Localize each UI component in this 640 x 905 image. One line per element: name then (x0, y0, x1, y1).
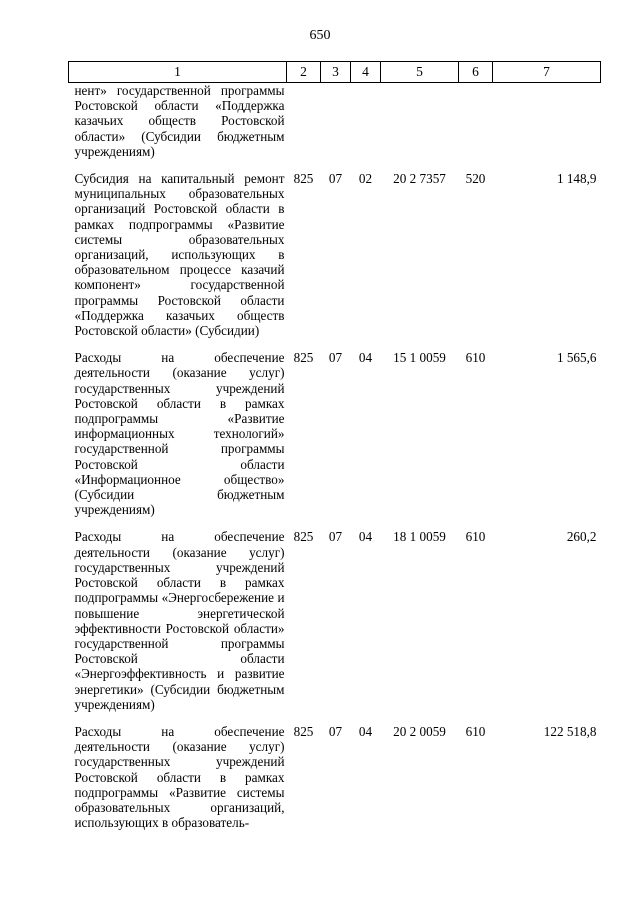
row-ministry-code: 825 (293, 350, 314, 366)
row-subsection: 04 (358, 529, 373, 545)
row-ministry-code: 825 (293, 529, 314, 545)
row-section (321, 83, 351, 168)
row-description: нент» государственной программы Ростовской области «Поддержка казачьих обществ Ростовской области» (Субсидии бюджетным учреждениям) (74, 83, 285, 159)
page-number: 650 (309, 28, 331, 43)
row-description: Расходы на обеспечение деятельности (оказание услуг) государственных учреждений Ростовской области в рамках подпрограммы «Развитие системы образовательных организаций, использующих в образователь- (74, 723, 285, 831)
table-row (69, 83, 601, 168)
header-col-5: 5 (381, 62, 459, 83)
row-section: 07 (328, 350, 343, 366)
table-row (69, 346, 601, 525)
header-col-4: 4 (351, 62, 381, 83)
row-subsection: 02 (358, 171, 373, 187)
row-expense-type: 520 (465, 171, 486, 187)
header-col-6: 6 (459, 62, 493, 83)
header-col-7: 7 (493, 62, 601, 83)
row-expense-type: 610 (465, 529, 486, 545)
row-expense-type: 610 (465, 350, 486, 366)
row-amount (493, 83, 601, 168)
row-expense-type (459, 83, 493, 168)
row-section: 07 (328, 529, 343, 545)
row-target-article: 20 2 7357 (393, 171, 446, 187)
row-ministry-code (287, 83, 321, 168)
row-target-article: 20 2 0059 (393, 723, 446, 739)
table-row (69, 720, 601, 838)
row-ministry-code: 825 (293, 723, 314, 739)
row-section: 07 (328, 723, 343, 739)
row-amount: 260,2 (566, 529, 597, 545)
header-col-2: 2 (287, 62, 321, 83)
row-subsection (351, 83, 381, 168)
row-target-article: 18 1 0059 (393, 529, 446, 545)
row-section: 07 (328, 171, 343, 187)
header-col-1: 1 (69, 62, 287, 83)
row-description: Расходы на обеспечение деятельности (оказание услуг) государственных учреждений Ростовской области в рамках подпрограммы «Развитие информационных технологий» государственной программы Ростовской области «Информационное общество» (Субсидии бюджетным учреждениям) (74, 350, 285, 518)
row-description: Субсидия на капитальный ремонт муниципальных образовательных организаций Ростовской области в рамках подпрограммы «Развитие системы образовательных организаций, использующих в образовательном процессе казачий компонент» государственной программы Ростовской области «Поддержка казачьих обществ Ростовской области» (Субсидии) (74, 171, 285, 339)
table-row (69, 525, 601, 719)
budget-table (68, 61, 601, 838)
row-amount: 1 565,6 (556, 350, 597, 366)
row-subsection: 04 (358, 350, 373, 366)
row-target-article (381, 83, 459, 168)
row-target-article: 15 1 0059 (393, 350, 446, 366)
row-amount: 122 518,8 (543, 723, 597, 739)
header-col-3: 3 (321, 62, 351, 83)
row-amount: 1 148,9 (556, 171, 597, 187)
row-ministry-code: 825 (293, 171, 314, 187)
header-row (69, 62, 601, 83)
row-description: Расходы на обеспечение деятельности (оказание услуг) государственных учреждений Ростовской области в рамках подпрограммы «Энергосбережение и повышение энергетической эффективности Ростовской области» государственной программы Ростовской области «Энергоэффективность и развитие энергетики» (Субсидии бюджетным учреждениям) (74, 529, 285, 712)
row-expense-type: 610 (465, 723, 486, 739)
table-row (69, 167, 601, 346)
row-subsection: 04 (358, 723, 373, 739)
